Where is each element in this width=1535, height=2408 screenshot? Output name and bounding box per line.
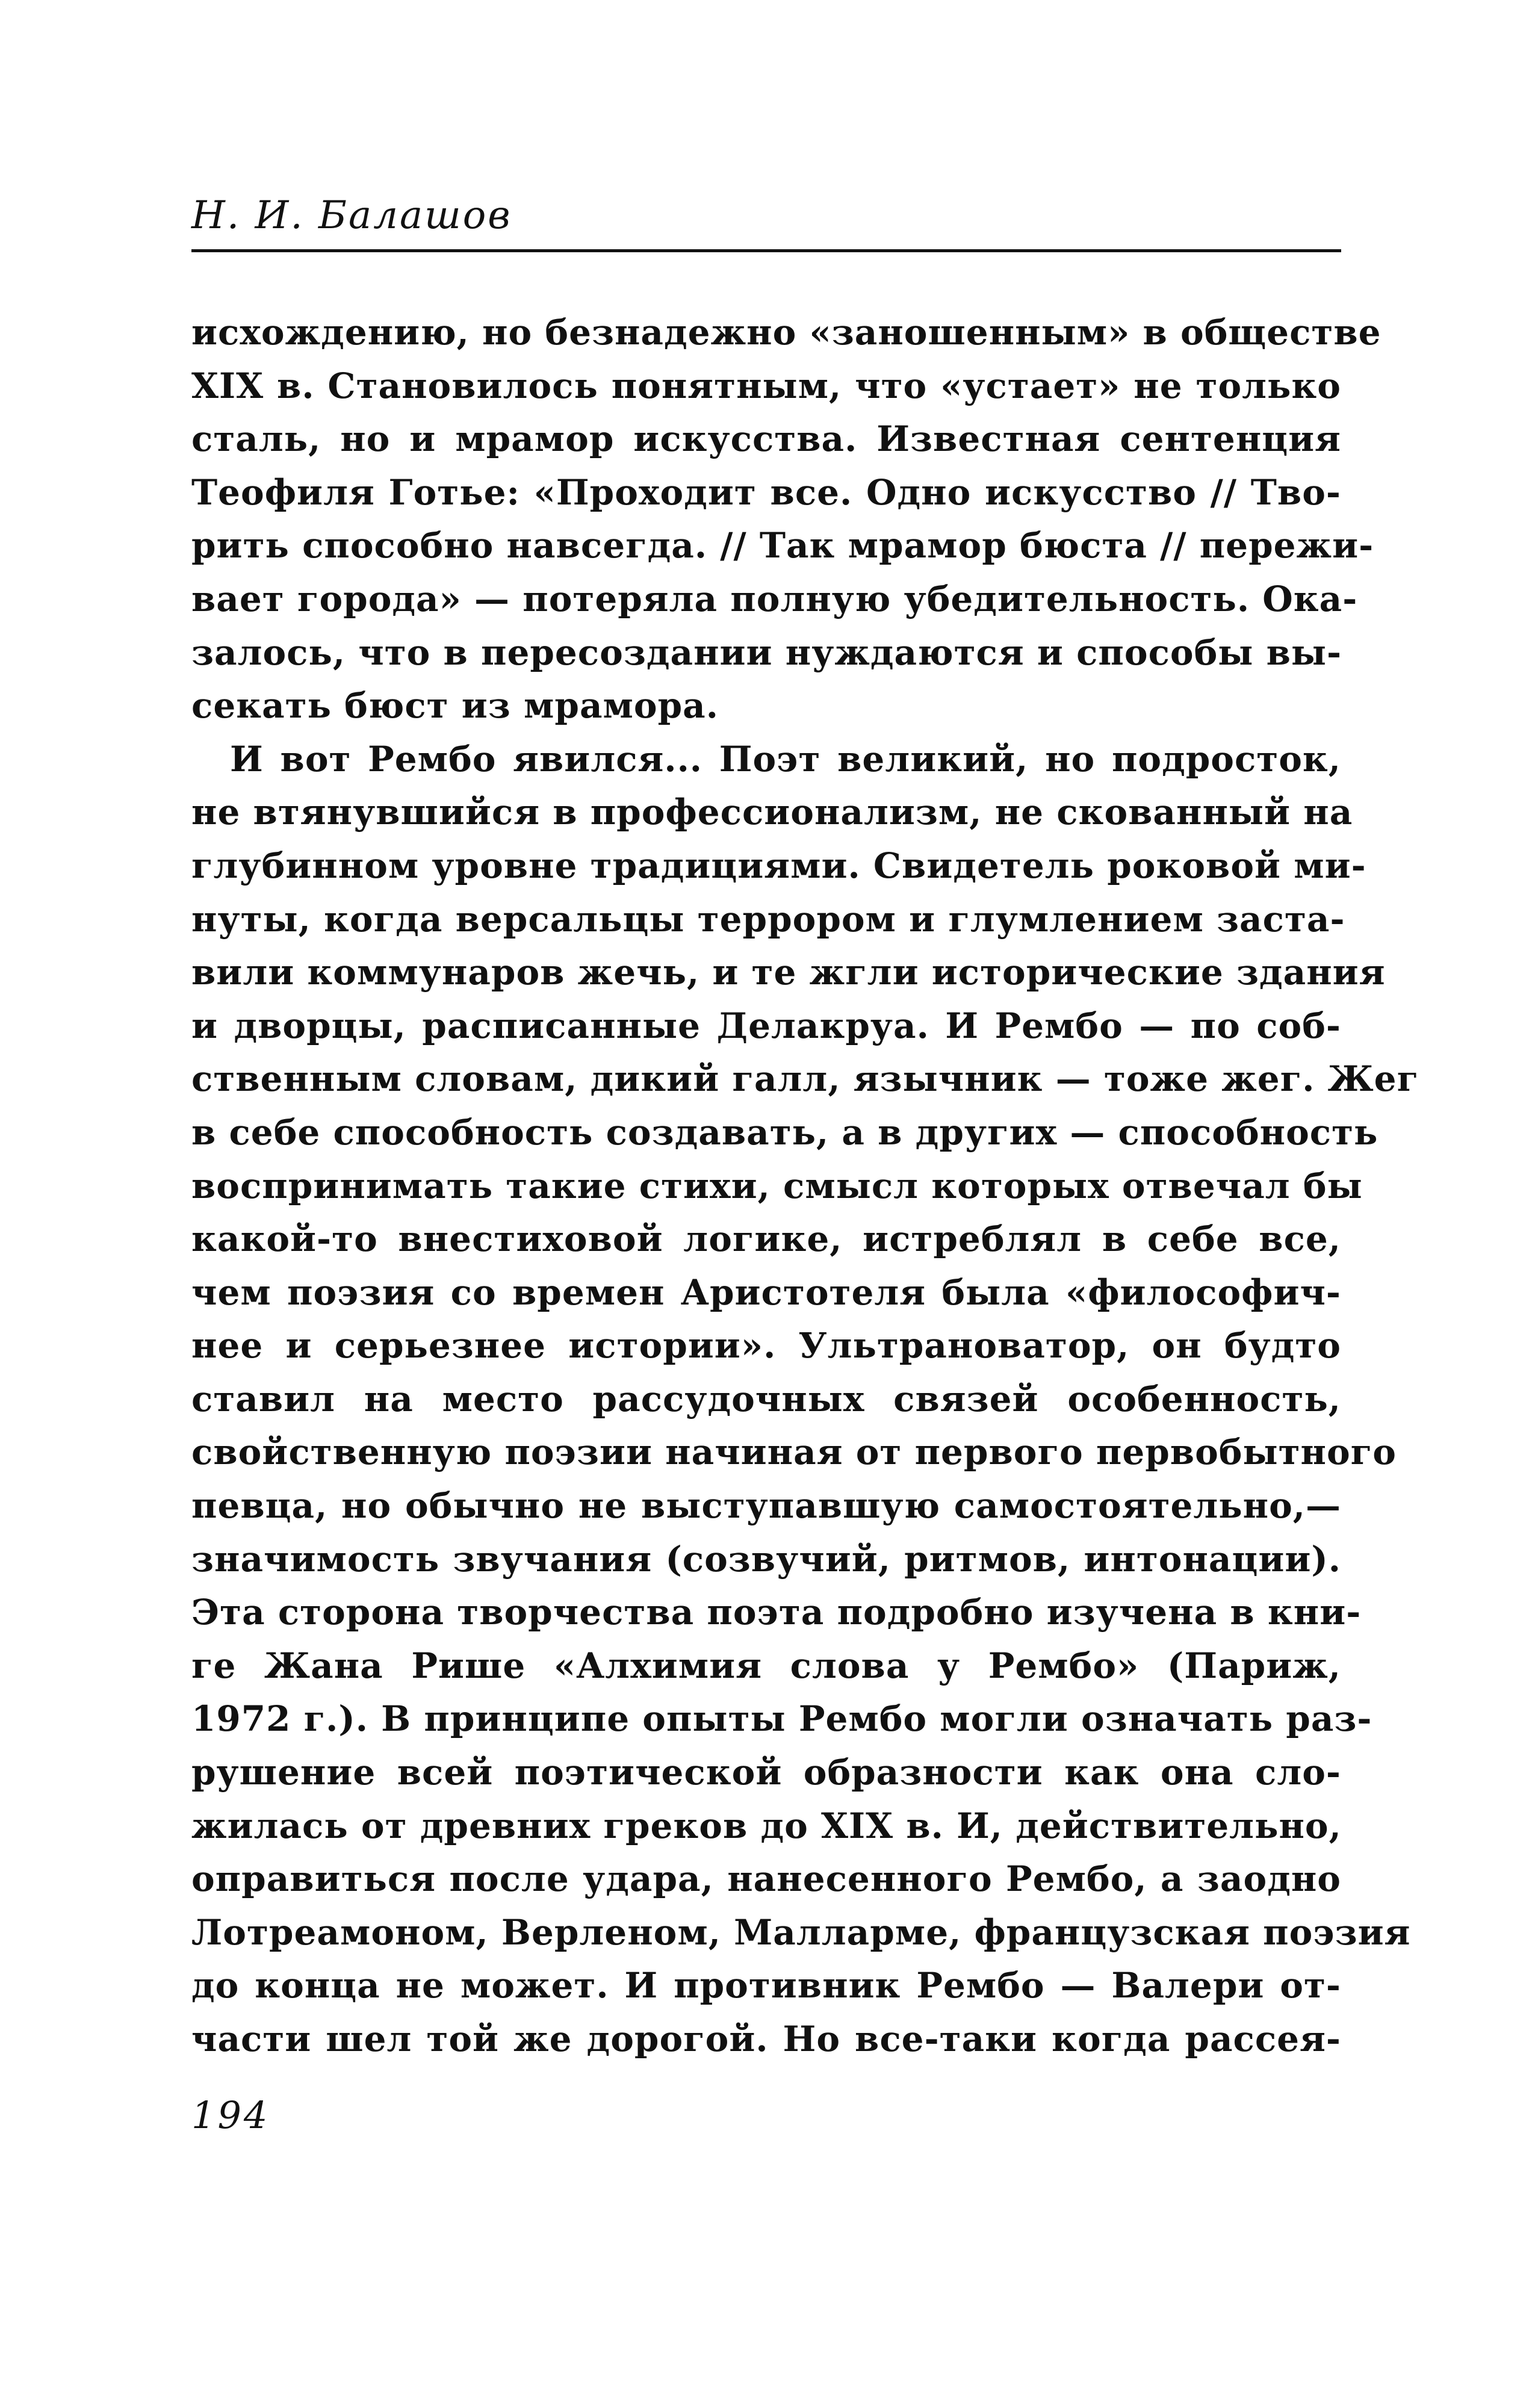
header-rule: [191, 249, 1341, 252]
text-line: Эта сторона творчества поэта подробно изучена в кни-: [191, 1592, 1362, 1633]
text-line: певца, но обычно не выступавшую самостоятельно,—: [191, 1485, 1341, 1527]
text-line: ственным словам, дикий галл, язычник — тоже жег. Жег: [191, 1058, 1419, 1100]
text-line: не втянувшийся в профессионализм, не скованный на: [191, 792, 1353, 833]
text-line: залось, что в пересоздании нуждаются и способы вы-: [191, 631, 1342, 673]
text-line: исхождению, но безнадежно «заношенным» в обществе: [191, 312, 1382, 353]
text-line: Лотреамоном, Верленом, Малларме, французская поэзия: [191, 1911, 1411, 1953]
text-line: XIX в. Становилось понятным, что «устает» не только: [191, 365, 1341, 406]
text-line: оправиться после удара, нанесенного Рембо, а заодно: [191, 1858, 1341, 1900]
text-line: вает города» — потеряла полную убедительность. Ока-: [191, 578, 1358, 619]
body-text: [191, 306, 1419, 2066]
text-line: сталь, но и мрамор искусства. Известная сентенция: [191, 418, 1341, 460]
text-line: в себе способность создавать, а в других — способность: [191, 1111, 1378, 1153]
running-header-author: Н. И. Балашов: [191, 193, 512, 238]
text-line: части шел той же дорогой. Но все-таки когда рассея-: [191, 2019, 1341, 2059]
text-line: жилась от древних греков до XIX в. И, действительно,: [191, 1805, 1342, 1846]
text-line-paragraph-end: секать бюст из мрамора.: [191, 685, 719, 727]
text-line: 1972 г.). В принципе опыты Рембо могли означать раз-: [191, 1698, 1372, 1740]
text-line: рить способно навсегда. // Так мрамор бюста // пережи-: [191, 525, 1374, 566]
text-line: и дворцы, расписанные Делакруа. И Рембо — по соб-: [191, 1005, 1341, 1046]
text-line: воспринимать такие стихи, смысл которых отвечал бы: [191, 1165, 1363, 1206]
text-line: рушение всей поэтической образности как она сло-: [191, 1752, 1341, 1793]
text-line: нее и серьезнее истории». Ультрановатор, он будто: [191, 1325, 1341, 1367]
page-number: 194: [191, 2093, 270, 2137]
text-line-paragraph-start: И вот Рембо явился... Поэт великий, но подросток,: [230, 738, 1341, 780]
text-line: ставил на место рассудочных связей особенность,: [191, 1378, 1341, 1420]
text-line: чем поэзия со времен Аристотеля была «философич-: [191, 1271, 1341, 1313]
text-line: свойственную поэзии начиная от первого первобытного: [191, 1432, 1397, 1473]
text-line: вили коммунаров жечь, и те жгли исторические здания: [191, 952, 1386, 993]
text-line: ге Жана Рише «Алхимия слова у Рембо» (Париж,: [191, 1645, 1341, 1686]
text-line: нуты, когда версальцы террором и глумлением заста-: [191, 898, 1345, 940]
text-line: глубинном уровне традициями. Свидетель роковой ми-: [191, 845, 1366, 886]
text-line: Теофиля Готье: «Проходит все. Одно искусство // Тво-: [191, 471, 1341, 513]
text-line: до конца не может. И противник Рембо — Валери от-: [191, 1965, 1341, 2006]
text-line: значимость звучания (созвучий, ритмов, интонации).: [191, 1538, 1341, 1580]
text-line: какой-то внестиховой логике, истреблял в себе все,: [191, 1218, 1341, 1260]
